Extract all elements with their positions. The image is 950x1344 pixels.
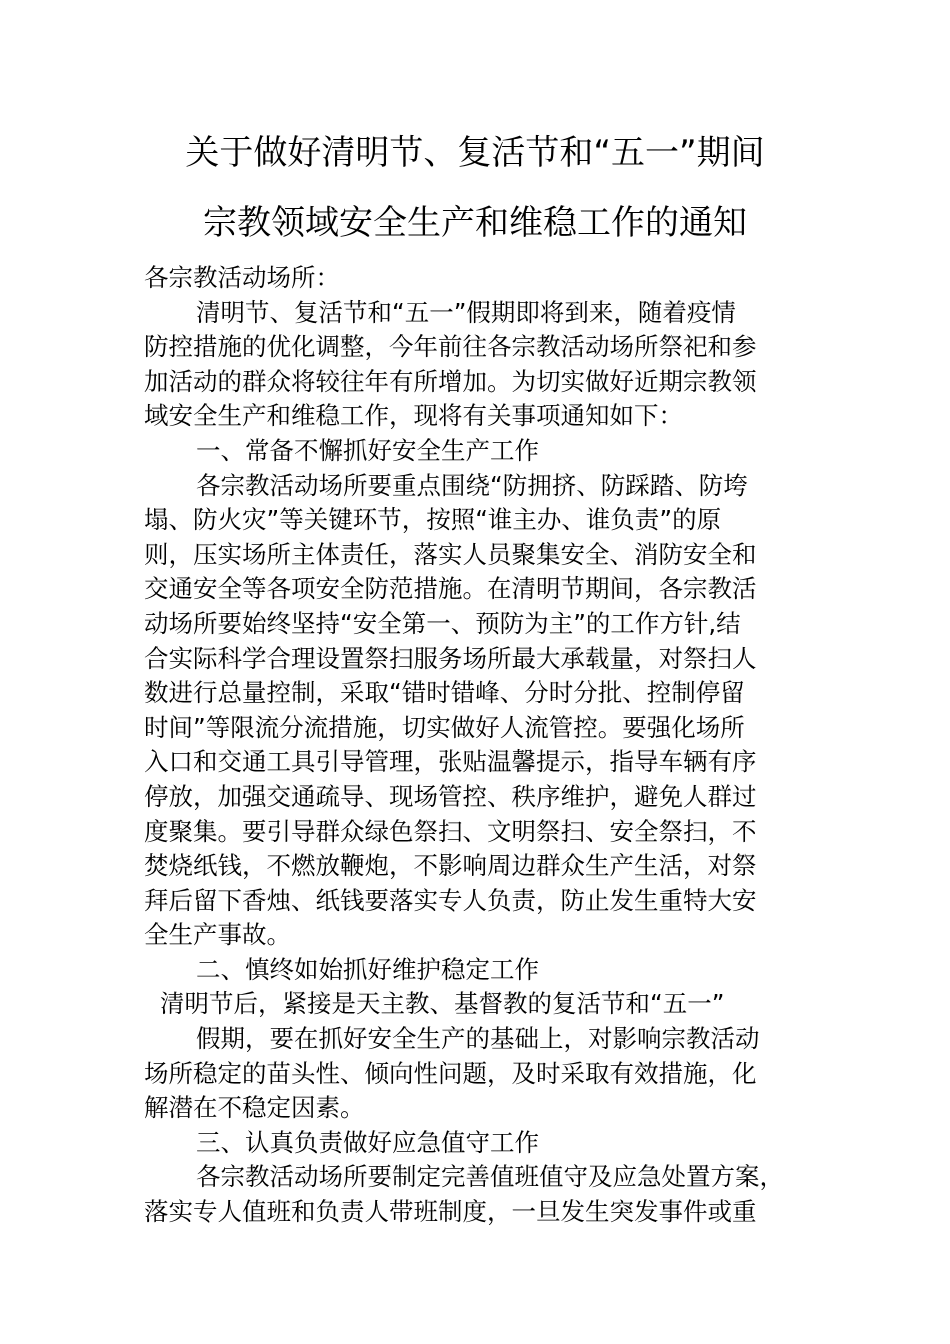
body-line: 落实专人值班和负责人带班制度，一旦发生突发事件或重 <box>144 1197 757 1227</box>
body-line: 入口和交通工具引导管理，张贴温馨提示，指导车辆有序 <box>144 747 757 777</box>
body-line: 防控措施的优化调整，今年前往各宗教活动场所祭祀和参 <box>144 332 757 362</box>
body-line: 焚烧纸钱，不燃放鞭炮，不影响周边群众生产生活，对祭 <box>144 851 757 881</box>
body-line: 各宗教活动场所要制定完善值班值守及应急处置方案， <box>196 1162 784 1192</box>
body-line: 停放，加强交通疏导、现场管控、秩序维护，避免人群过 <box>144 781 757 811</box>
document-title-line-1: 关于做好清明节、复活节和“五一”期间 <box>185 133 765 173</box>
body-line: 清明节、复活节和“五一”假期即将到来，随着疫情 <box>196 297 736 327</box>
body-line: 拜后留下香烛、纸钱要落实专人负责，防止发生重特大安 <box>144 885 757 915</box>
body-line: 假期，要在抓好安全生产的基础上，对影响宗教活动 <box>196 1024 760 1054</box>
body-line: 则，压实场所主体责任，落实人员聚集安全、消防安全和 <box>144 539 757 569</box>
body-line: 域安全生产和维稳工作，现将有关事项通知如下： <box>144 401 683 431</box>
section-heading-2: 二、慎终如始抓好维护稳定工作 <box>196 954 539 984</box>
body-line: 时间”等限流分流措施，切实做好人流管控。要强化场所 <box>144 712 745 742</box>
body-line: 动场所要始终坚持“安全第一、预防为主”的工作方针,结 <box>144 608 741 638</box>
body-line: 交通安全等各项安全防范措施。在清明节期间，各宗教活 <box>144 574 757 604</box>
body-line: 清明节后，紧接是天主教、基督教的复活节和“五一” <box>160 989 725 1019</box>
document-body <box>144 261 834 1230</box>
body-line: 解潜在不稳定因素。 <box>144 1093 365 1123</box>
body-line: 度聚集。要引导群众绿色祭扫、文明祭扫、安全祭扫，不 <box>144 816 757 846</box>
salutation: 各宗教活动场所： <box>144 263 340 292</box>
body-line: 合实际科学合理设置祭扫服务场所最大承载量，对祭扫人 <box>144 643 757 673</box>
body-line: 加活动的群众将较往年有所增加。为切实做好近期宗教领 <box>144 366 757 396</box>
body-line: 全生产事故。 <box>144 920 291 950</box>
body-line: 塌、防火灾”等关键环节，按照“谁主办、谁负责”的原 <box>144 505 722 535</box>
body-line: 各宗教活动场所要重点围绕“防拥挤、防踩踏、防垮 <box>196 470 748 500</box>
document-title-line-2: 宗教领域安全生产和维稳工作的通知 <box>203 203 747 243</box>
body-line: 场所稳定的苗头性、倾向性问题，及时采取有效措施，化 <box>144 1058 757 1088</box>
section-heading-1: 一、常备不懈抓好安全生产工作 <box>196 435 539 465</box>
section-heading-3: 三、认真负责做好应急值守工作 <box>196 1127 539 1157</box>
body-line: 数进行总量控制，采取“错时错峰、分时分批、控制停留 <box>144 678 745 708</box>
